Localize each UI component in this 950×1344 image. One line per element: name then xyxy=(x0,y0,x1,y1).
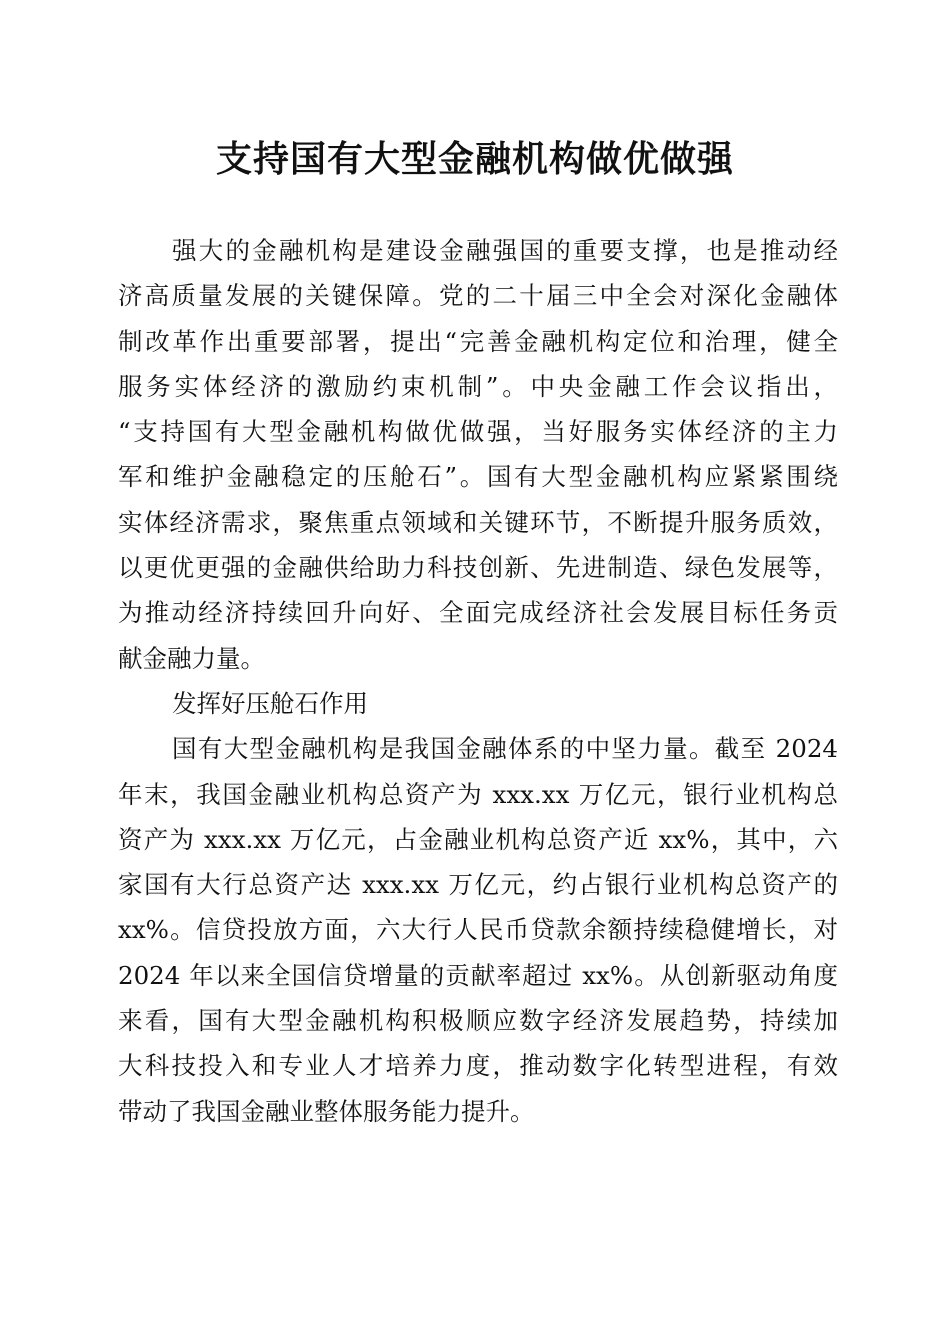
paragraph-1-line-6: 军和维护金融稳定的压舱石”。国有大型金融机构应紧紧围绕 xyxy=(118,462,838,492)
document-title: 支持国有大型金融机构做优做强 xyxy=(215,139,734,180)
paragraph-2-line-8: 大科技投入和专业人才培养力度，推动数字化转型进程，有效 xyxy=(118,1051,838,1081)
paragraph-2-line-1: 国有大型金融机构是我国金融体系的中坚力量。截至 2024 xyxy=(172,734,838,764)
paragraph-2-line-7: 来看，国有大型金融机构积极顺应数字经济发展趋势，持续加 xyxy=(118,1006,838,1036)
paragraph-1-line-3: 制改革作出重要部署，提出“完善金融机构定位和治理，健全 xyxy=(118,326,838,356)
paragraph-1-line-2: 济高质量发展的关键保障。党的二十届三中全会对深化金融体 xyxy=(118,281,838,311)
paragraph-1-line-5: “支持国有大型金融机构做优做强，当好服务实体经济的主力 xyxy=(118,417,838,447)
paragraph-2-line-4: 家国有大行总资产达 xxx.xx 万亿元，约占银行业机构总资产的 xyxy=(118,870,838,900)
paragraph-1-line-8: 以更优更强的金融供给助力科技创新、先进制造、绿色发展等， xyxy=(118,553,838,583)
paragraph-1-line-9: 为推动经济持续回升向好、全面完成经济社会发展目标任务贡 xyxy=(118,598,838,628)
paragraph-2-line-9: 带动了我国金融业整体服务能力提升。 xyxy=(118,1096,535,1126)
paragraph-2-line-2: 年末，我国金融业机构总资产为 xxx.xx 万亿元，银行业机构总 xyxy=(118,779,838,809)
paragraph-1-line-1: 强大的金融机构是建设金融强国的重要支撑，也是推动经 xyxy=(172,236,838,265)
section-subheading: 发挥好压舱石作用 xyxy=(172,688,368,718)
document-body xyxy=(118,228,838,1134)
paragraph-1-line-10: 献金融力量。 xyxy=(118,643,265,673)
paragraph-1-line-7: 实体经济需求，聚焦重点领域和关键环节，不断提升服务质效， xyxy=(118,507,838,537)
paragraph-2-line-5: xx%。信贷投放方面，六大行人民币贷款余额持续稳健增长，对 xyxy=(118,915,838,945)
paragraph-2-line-3: 资产为 xxx.xx 万亿元，占金融业机构总资产近 xx%，其中，六 xyxy=(118,824,838,854)
paragraph-1-line-4: 服务实体经济的激励约束机制”。中央金融工作会议指出， xyxy=(118,371,838,401)
paragraph-2-line-6: 2024 年以来全国信贷增量的贡献率超过 xx%。从创新驱动角度 xyxy=(118,960,838,990)
